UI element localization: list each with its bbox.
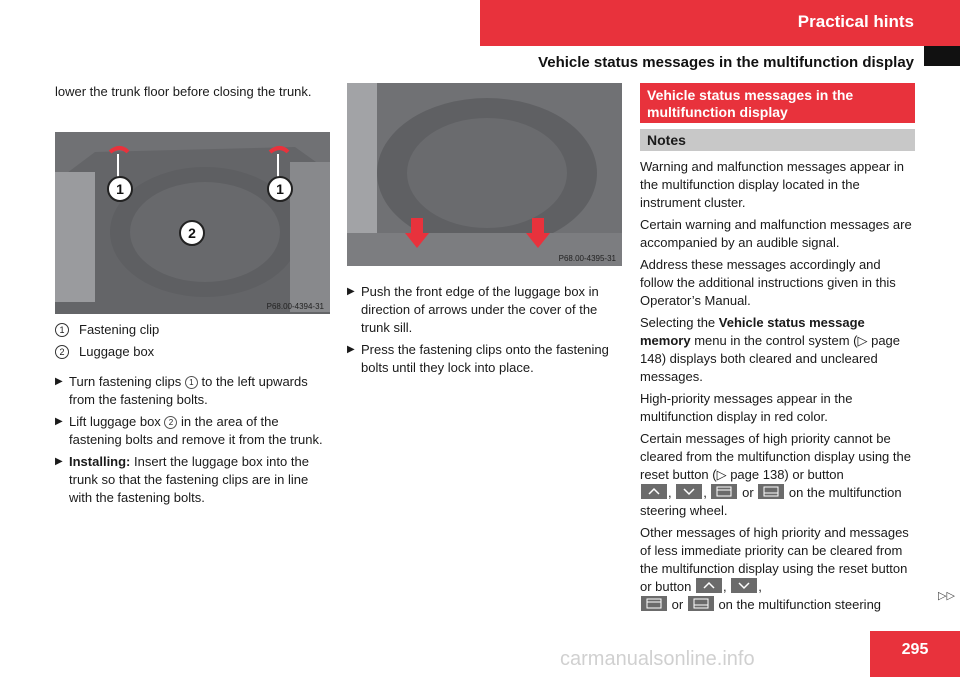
- step-text: Press the fastening clips onto the fastening bolts until they lock into place.: [361, 342, 609, 375]
- up-button-icon: [696, 578, 722, 593]
- paragraph: Address these messages accordingly and follow the additional instructions given in this Operator’s Manual.: [640, 257, 896, 308]
- legend: [55, 321, 330, 365]
- continue-marker-icon: ▷▷: [938, 590, 955, 602]
- header-tab-marker: [924, 46, 960, 66]
- bullet-arrow-icon: ▶: [55, 416, 63, 427]
- bullet-arrow-icon: ▶: [55, 376, 63, 387]
- step-label: Installing:: [69, 454, 131, 469]
- watermark: carmanualsonline.info: [560, 648, 755, 670]
- step-text: to the left upwards from the fastening bolts.: [69, 374, 308, 407]
- step-text: Insert the luggage box into the trunk so that the fastening clips are in line with the fastening bolts.: [69, 454, 309, 505]
- photo-trunk-arrows: [347, 83, 622, 266]
- photo-code: P68.00-4395-31: [558, 254, 616, 263]
- legend-text: Fastening clip: [79, 322, 160, 337]
- notes-body: [640, 158, 916, 618]
- display-left-button-icon: [641, 596, 667, 611]
- legend-item: [55, 343, 330, 361]
- step-text: Push the front edge of the luggage box in direction of arrows under the cover of the trunk sill.: [361, 284, 599, 335]
- notes-heading: Notes: [640, 129, 915, 151]
- instruction-list-1: [55, 373, 330, 511]
- inline-callout: 2: [164, 416, 177, 429]
- legend-number: 2: [55, 345, 69, 359]
- photo-code: P68.00-4394-31: [266, 302, 324, 311]
- callout-2: 2: [179, 220, 205, 246]
- bullet-arrow-icon: ▶: [347, 286, 355, 297]
- display-right-button-icon: [758, 484, 784, 499]
- instruction-step: [55, 413, 330, 449]
- display-right-button-icon: [688, 596, 714, 611]
- paragraph: Warning and malfunction messages appear in the multifunction display located in the instrument cluster.: [640, 159, 904, 210]
- instruction-step: [347, 283, 625, 337]
- legend-item: [55, 321, 330, 339]
- instruction-step: [55, 453, 330, 507]
- up-button-icon: [641, 484, 667, 499]
- step-text: Lift luggage box: [69, 414, 161, 429]
- paragraph: Other messages of high priority and messages of less immediate priority can be cleared from the multifunction display using the reset button or button , , or on the multifunction steering: [640, 525, 909, 612]
- instruction-step: [55, 373, 330, 409]
- paragraph: Certain messages of high priority cannot be cleared from the multifunction display using the reset button (▷ page 138) or button , , or on the multifunction steering wheel.: [640, 431, 911, 518]
- callout-1-right: 1: [267, 176, 293, 202]
- callout-1-left: 1: [107, 176, 133, 202]
- photo-trunk-illustration: [347, 83, 622, 266]
- section-header-bar: [480, 0, 960, 46]
- paragraph: Certain warning and malfunction messages are accompanied by an audible signal.: [640, 217, 912, 250]
- page-subtitle: Vehicle status messages in the multifunction display: [538, 54, 914, 71]
- intro-text: lower the trunk floor before closing the trunk.: [55, 84, 312, 99]
- section-title: Practical hints: [797, 12, 914, 31]
- section-banner: Vehicle status messages in the multifunction display: [640, 83, 915, 123]
- down-button-icon: [731, 578, 757, 593]
- legend-text: Luggage box: [79, 344, 155, 359]
- instruction-list-2: [347, 283, 625, 381]
- paragraph: Selecting the Vehicle status message memory menu in the control system (▷ page 148) displays both cleared and uncleared messages.: [640, 315, 901, 384]
- page-number: 295: [870, 631, 960, 677]
- bullet-arrow-icon: ▶: [55, 456, 63, 467]
- inline-callout: 1: [185, 376, 198, 389]
- display-left-button-icon: [711, 484, 737, 499]
- bullet-arrow-icon: ▶: [347, 344, 355, 355]
- instruction-step: [347, 341, 625, 377]
- step-text: in the area of the fastening bolts and remove it from the trunk.: [69, 414, 323, 447]
- down-button-icon: [676, 484, 702, 499]
- photo-trunk-clips: [55, 132, 330, 314]
- legend-number: 1: [55, 323, 69, 337]
- paragraph: High-priority messages appear in the multifunction display in red color.: [640, 391, 853, 424]
- step-text: Turn fastening clips: [69, 374, 182, 389]
